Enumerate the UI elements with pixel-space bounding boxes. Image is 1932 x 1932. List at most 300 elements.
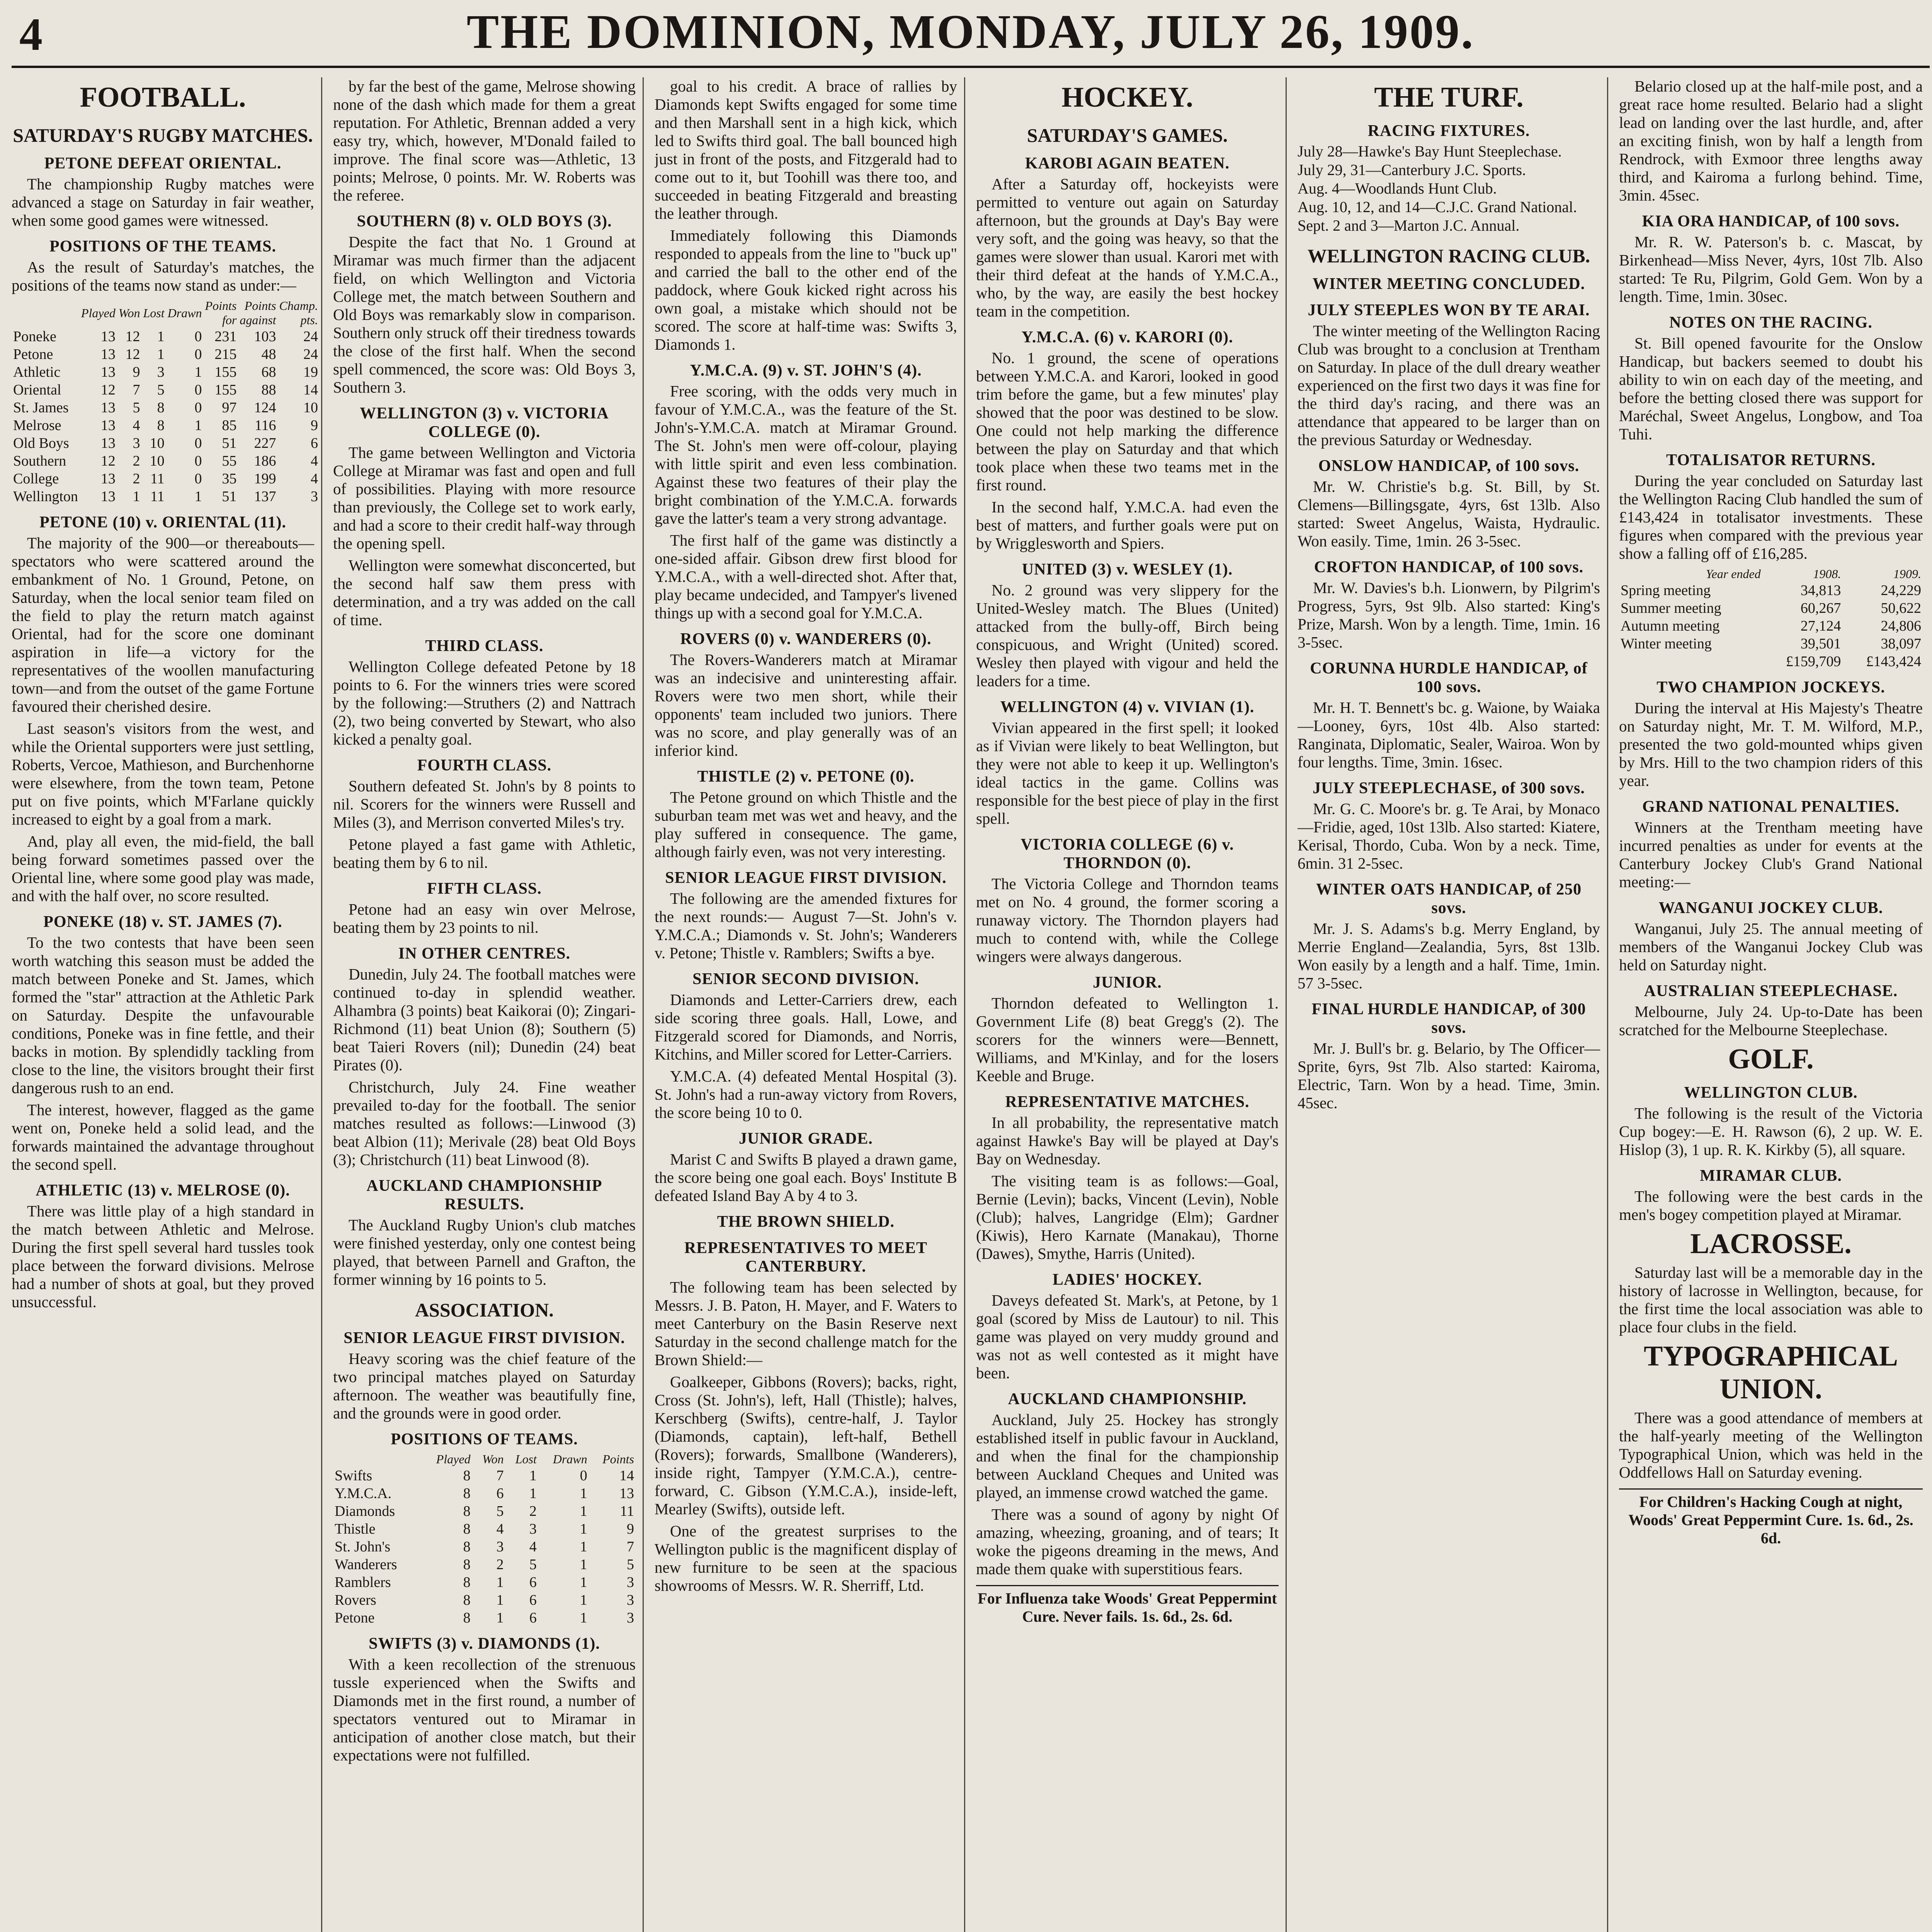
paragraph: Mr. R. W. Paterson's b. c. Mascat, by Birkenhead—Miss Never, 4yrs, 10st 7lb. Also started: Te Ru, Pilgrim, Gold Gem. Won by a length. Time, 1min. 30sec. <box>1619 233 1923 305</box>
table-cell <box>1619 653 1762 670</box>
paragraph: In the second half, Y.M.C.A. had even the best of matters, and further goals were put on by Wrigglesworth and Spiers. <box>976 498 1279 552</box>
paragraph: Last season's visitors from the west, and while the Oriental supporters were just settling, Roberts, Vercoe, Mathieson, and Burchenhorne were elsewhere, from the town team, Petone put on five points, which M'Farlane quickly increased to eight by a goal from a mark. <box>12 719 314 828</box>
table-row <box>333 1538 636 1556</box>
table-cell: 6 <box>529 1574 537 1590</box>
table-row <box>333 1485 636 1502</box>
table-cell: 10 <box>150 453 165 469</box>
paragraph: The first half of the game was distinctly a one-sided affair. Gibson drew first blood for Y.M.C.A., with a well-directed shot. After that, play became undecided, and Tampyer's livened things up with a second goal for Y.M.C.A. <box>655 531 957 622</box>
subheading: WELLINGTON CLUB. <box>1684 1084 1858 1102</box>
column-header: Played <box>81 306 116 320</box>
table-cell: 1 <box>157 328 165 345</box>
subheading: SENIOR SECOND DIVISION. <box>692 970 919 988</box>
table-row <box>12 434 320 452</box>
table-cell: 3 <box>627 1610 634 1626</box>
table-cell: 5 <box>529 1556 537 1573</box>
paragraph: Free scoring, with the odds very much in favour of Y.M.C.A., was the feature of the St. John's-Y.M.C.A. match at Miramar Ground. The St. John's men were off-colour, playing with little spirit and even less combination. Against these two features of their play the bright combination of the Y.M.C.A. forwards gave the latter's team a very strong advantage. <box>655 382 957 527</box>
table-row <box>333 1520 636 1538</box>
table-cell: College <box>13 471 59 487</box>
table-row <box>333 1573 636 1591</box>
subheading: JUNIOR GRADE. <box>739 1130 873 1148</box>
table-header-row <box>1619 566 1923 582</box>
paragraph: The Petone ground on which Thistle and the suburban team met was wet and heavy, and the play suffered in consequence. The game, although fairly even, was not very interesting. <box>655 788 957 861</box>
paragraph: After a Saturday off, hockeyists were permitted to venture out again on Saturday afternoon, but the grounds at Day's Bay were very soft, and the going was heavy, so that the games were slower than usual. Karori met with their third defeat at the hands of Y.M.C.A., who, by the way, are easily the best hockey team in the competition. <box>976 175 1279 320</box>
table-cell: 0 <box>194 346 202 362</box>
paragraph: There was a good attendance of members at the half-yearly meeting of the Wellington Typographical Union, which was held in the Oddfellows Hall on Saturday evening. <box>1619 1409 1923 1481</box>
table-cell: 8 <box>463 1610 471 1626</box>
table-cell: 8 <box>463 1503 471 1519</box>
paragraph: During the interval at His Majesty's Theatre on Saturday night, Mr. T. M. Wilford, M.P., presented the two gold-mounted whips given by Mrs. Hill to the two champion riders of this year. <box>1619 699 1923 789</box>
assoc-table <box>333 1452 636 1627</box>
paragraph: Y.M.C.A. (4) defeated Mental Hospital (3). St. John's had a run-away victory from Rovers, the score being 10 to 0. <box>655 1067 957 1121</box>
table-cell: 2 <box>496 1556 504 1573</box>
table-cell: Old Boys <box>13 435 69 451</box>
table-cell: 5 <box>133 400 140 416</box>
table-cell: 4 <box>529 1539 537 1555</box>
table-cell: Y.M.C.A. <box>335 1485 392 1502</box>
column-2 <box>333 77 644 1932</box>
article-heading: SATURDAY'S GAMES. <box>1027 124 1228 146</box>
paragraph: Despite the fact that No. 1 Ground at Miramar was much firmer than the adjacent field, on which Wellington and Victoria College met, the match between Southern and Old Boys was remarkably slow in comparison. Southern only struck off their tiredness towards the close of the first half. When the second spell commenced, the score was: Old Boys 3, Southern 3. <box>333 233 636 396</box>
table-cell: 4 <box>133 417 140 434</box>
table-cell: 19 <box>303 364 318 380</box>
subheading: ONSLOW HANDICAP, of 100 sovs. <box>1318 457 1580 475</box>
paragraph: Daveys defeated St. Mark's, at Petone, by 1 goal (scored by Miss de Lautour) to nil. This game was played on very muddy ground and was not as well contested as it might have been. <box>976 1291 1279 1382</box>
paragraph: Mr. H. T. Bennett's bc. g. Waione, by Waiaka—Looney, 6yrs, 10st 4lb. Also started: Ranginata, Diplomatic, Sealer, Wairoa. Won by four lengths. Time, 3min. 16sec. <box>1298 699 1600 771</box>
table-cell: 13 <box>619 1485 634 1502</box>
table-cell: 7 <box>133 382 140 398</box>
subheading: SWIFTS (3) v. DIAMONDS (1). <box>369 1635 600 1653</box>
paragraph: Mr. J. Bull's br. g. Belario, by The Officer—Sprite, 6yrs, 9st 7lb. Also started: Kairoma, Electric, Tarn. Won by a head. Time, 3min. 45sec. <box>1298 1039 1600 1112</box>
subheading: TWO CHAMPION JOCKEYS. <box>1656 679 1885 696</box>
table-cell: 199 <box>254 471 276 487</box>
paragraph: St. Bill opened favourite for the Onslow Handicap, but backers seemed to doubt his ability to win on each day of the meeting, and before the betting closed there was support for Maréchal, Sweet Angelus, Longbow, and Toa Tuhi. <box>1619 334 1923 443</box>
table-cell: Petone <box>335 1610 375 1626</box>
table-cell: 10 <box>150 435 165 451</box>
paragraph: The winter meeting of the Wellington Racing Club was brought to a conclusion at Trentham on Saturday. In place of the dull dreary weather experienced on the first two days it was fine for the third day's racing, and there was an attendance that appeared to be larger than on the previous Saturday or Wednesday. <box>1298 322 1600 449</box>
advertisement: For Influenza take Woods' Great Peppermint Cure. Never fails. 1s. 6d., 2s. 6d. <box>976 1585 1279 1626</box>
table-cell: 13 <box>100 400 116 416</box>
paragraph: The following are the amended fixtures for the next rounds:— August 7—St. John's v. Y.M.C.A.; Diamonds v. St. John's; Wanderers v. Petone; Thistle v. Ramblers; Swifts a bye. <box>655 889 957 962</box>
table-cell: 1 <box>580 1556 587 1573</box>
column-header: Won <box>118 306 140 320</box>
table-cell: 8 <box>463 1539 471 1555</box>
subheading: JULY STEEPLES WON BY TE ARAI. <box>1308 301 1590 319</box>
table-row <box>1619 599 1923 617</box>
column-6 <box>1619 77 1930 1932</box>
paragraph: Auckland, July 25. Hockey has strongly established itself in public favour in Auckland, and when the final for the championship between Auckland Cheques and United was played, an immense crowd watched the game. <box>976 1411 1279 1501</box>
paragraph: Mr. W. Davies's b.h. Lionwern, by Pilgrim's Progress, 5yrs, 9st 9lb. Also started: King's Prize, Marsh. Won by a length. Time, 1min. 16 3-5sec. <box>1298 579 1600 651</box>
subheading: FIFTH CLASS. <box>427 880 542 898</box>
subheading: THISTLE (2) v. PETONE (0). <box>697 768 915 786</box>
table-cell: 8 <box>463 1574 471 1590</box>
table-cell: 186 <box>254 453 276 469</box>
table-row <box>12 452 320 470</box>
table-cell: 14 <box>619 1468 634 1484</box>
paragraph: Wellington were somewhat disconcerted, but the second half saw them press with determination, and a try was added on the call of time. <box>333 556 636 629</box>
fixture-line: Aug. 4—Woodlands Hunt Club. <box>1298 180 1497 197</box>
table-cell: 11 <box>150 488 165 505</box>
table-cell: 5 <box>496 1503 504 1519</box>
paragraph: Southern defeated St. John's by 8 points to nil. Scorers for the winners were Russell and Miles (3), and Merrison converted Miles's try. <box>333 777 636 831</box>
table-cell: 0 <box>194 400 202 416</box>
table-cell: 4 <box>311 471 318 487</box>
column-4 <box>976 77 1287 1932</box>
table-row <box>12 381 320 399</box>
table-cell: 6 <box>529 1610 537 1626</box>
subheading: SOUTHERN (8) v. OLD BOYS (3). <box>357 213 612 230</box>
paragraph: During the year concluded on Saturday last the Wellington Racing Club handled the sum of £143,424 in totalisator investments. These figures when compared with the previous year show a falling off of £16,285. <box>1619 472 1923 562</box>
table-cell: Poneke <box>13 328 56 345</box>
table-cell: 50,622 <box>1881 600 1921 616</box>
subheading: AUCKLAND CHAMPIONSHIP. <box>1008 1390 1247 1408</box>
paragraph: Marist C and Swifts B played a drawn game, the score being one goal each. Boys' Institute B defeated Island Bay A by 4 to 3. <box>655 1150 957 1204</box>
subheading: Y.M.C.A. (6) v. KARORI (0). <box>1021 328 1233 346</box>
subheading: JUNIOR. <box>1093 974 1162 992</box>
table-cell: 11 <box>620 1503 634 1519</box>
paragraph: Thorndon defeated to Wellington 1. Government Life (8) beat Gregg's (2). The scorers for the winners were—Bennett, Williams, and M'Kinlay, and for the losers Keeble and Bruge. <box>976 994 1279 1085</box>
table-cell: Athletic <box>13 364 61 380</box>
table-row <box>12 399 320 417</box>
table-cell: 1 <box>496 1592 504 1608</box>
table-cell: 1 <box>580 1610 587 1626</box>
table-cell: 8 <box>463 1468 471 1484</box>
subheading: POSITIONS OF THE TEAMS. <box>49 238 277 255</box>
paragraph: The visiting team is as follows:—Goal, Bernie (Levin); backs, Vincent (Levin), Noble (Club); halves, Langridge (Elm); Gardner (Kiwis), Hero Karnate (Manakau), Thorne (Dawes), Smythe, Harris (United). <box>976 1172 1279 1262</box>
table-cell: Petone <box>13 346 53 362</box>
table-cell: 0 <box>580 1468 587 1484</box>
fixture-line: July 28—Hawke's Bay Hunt Steeplechase. <box>1298 143 1562 160</box>
paragraph: The game between Wellington and Victoria College at Miramar was fast and open and full of possibilities. Playing with more resource than previously, the College set to work early, and had a score to their credit half-way through the opening spell. <box>333 444 636 552</box>
table-cell: 1 <box>580 1592 587 1608</box>
fixture-line: Aug. 10, 12, and 14—C.J.C. Grand National. <box>1298 198 1577 216</box>
table-cell: 4 <box>496 1521 504 1537</box>
table-cell: 2 <box>133 453 140 469</box>
paragraph: Heavy scoring was the chief feature of the two principal matches played on Saturday afternoon. The weather was beautifully fine, and the grounds were in good order. <box>333 1350 636 1422</box>
table-cell: Winter meeting <box>1621 636 1712 652</box>
paragraph: To the two contests that have been seen worth watching this season must be added the match between Poneke and St. James, which formed the "star" attraction at the Athletic Park on Saturday. Despite the unfavourable conditions, Poneke was in fine fettle, and their backs in motion. By splendidly tackling from close to the line, the visitors brought their first dangerous rush to an end. <box>12 934 314 1097</box>
table-row <box>12 417 320 434</box>
section-heading: GOLF. <box>1728 1043 1814 1075</box>
paragraph: Petone had an easy win over Melrose, beating them by 23 points to nil. <box>333 900 636 936</box>
table-cell: 8 <box>157 417 165 434</box>
table-cell: 3 <box>627 1574 634 1590</box>
table-cell: 24 <box>303 346 318 362</box>
table-cell: 6 <box>311 435 318 451</box>
table-cell: 8 <box>463 1485 471 1502</box>
table-cell: 85 <box>222 417 237 434</box>
column-header: Champ. pts. <box>279 299 318 327</box>
subheading: Y.M.C.A. (9) v. ST. JOHN'S (4). <box>690 362 922 379</box>
table-cell: 12 <box>125 346 140 362</box>
table-row <box>1619 617 1923 635</box>
newspaper-columns <box>12 77 1930 1932</box>
section-heading: FOOTBALL. <box>80 82 246 113</box>
subheading: FOURTH CLASS. <box>417 757 552 774</box>
column-header: Points <box>602 1452 634 1466</box>
table-cell: 35 <box>222 471 237 487</box>
table-cell: 24 <box>303 328 318 345</box>
advertisement: For Children's Hacking Cough at night, Woods' Great Peppermint Cure. 1s. 6d., 2s. 6d. <box>1619 1488 1923 1547</box>
section-heading: TYPOGRAPHICAL UNION. <box>1644 1340 1898 1405</box>
paragraph: Petone played a fast game with Athletic, beating them by 6 to nil. <box>333 835 636 871</box>
paragraph: Saturday last will be a memorable day in the history of lacrosse in Wellington, because, for the first time the local association was able to place four clubs in the field. <box>1619 1264 1923 1336</box>
table-cell: 1 <box>194 488 202 505</box>
paragraph: Winners at the Trentham meeting have incurred penalties as under for events at the Canterbury Jockey Club's Grand National meeting:— <box>1619 818 1923 891</box>
paragraph: The championship Rugby matches were advanced a stage on Saturday in fair weather, when some good games were witnessed. <box>12 175 314 229</box>
paragraph: No. 2 ground was very slippery for the United-Wesley match. The Blues (United) attacked from the bully-off, Birch being conspicuous, and Wright (United) scored. Wesley then played with vigour and held the leaders for a time. <box>976 581 1279 690</box>
table-cell: Southern <box>13 453 66 469</box>
table-cell: Spring meeting <box>1621 582 1711 599</box>
paragraph: The following team has been selected by Messrs. J. B. Paton, H. Mayer, and F. Waters to meet Canterbury on the Basin Reserve next Saturday in the second challenge match for the Brown Shield:— <box>655 1278 957 1369</box>
table-row <box>333 1556 636 1573</box>
section-heading: LACROSSE. <box>1690 1228 1852 1260</box>
table-cell: 60,267 <box>1800 600 1841 616</box>
column-header: Drawn <box>167 306 202 320</box>
article-heading: WELLINGTON RACING CLUB. <box>1307 245 1590 267</box>
table-cell: £159,709 <box>1786 653 1841 670</box>
table-cell: 5 <box>157 382 165 398</box>
table-cell: 48 <box>261 346 276 362</box>
table-cell: 137 <box>254 488 276 505</box>
table-cell: £143,424 <box>1866 653 1921 670</box>
table-cell: 1 <box>194 364 202 380</box>
table-cell: 55 <box>222 453 237 469</box>
table-cell: 13 <box>100 435 116 451</box>
table-cell: 1 <box>194 417 202 434</box>
table-cell: 38,097 <box>1881 636 1921 652</box>
table-cell: 1 <box>529 1485 537 1502</box>
table-row <box>1619 653 1923 670</box>
column-header: Points for <box>205 299 237 327</box>
paragraph: And, play all even, the mid-field, the ball being forward sometimes passed over the Oriental line, where some good play was made, and with the half over, no score resulted. <box>12 832 314 905</box>
table-cell: 3 <box>133 435 140 451</box>
table-cell: Thistle <box>335 1521 376 1537</box>
table-cell: 8 <box>157 400 165 416</box>
column-5 <box>1298 77 1608 1932</box>
section-heading: HOCKEY. <box>1061 82 1193 113</box>
table-cell: St. James <box>13 400 69 416</box>
table-cell: 1 <box>580 1503 587 1519</box>
table-cell: 13 <box>100 417 116 434</box>
subheading: POSITIONS OF TEAMS. <box>391 1430 578 1448</box>
subheading: WINTER MEETING CONCLUDED. <box>1312 275 1585 293</box>
table-cell: 11 <box>150 471 165 487</box>
table-cell: 0 <box>194 435 202 451</box>
table-row <box>12 363 320 381</box>
table-cell: 13 <box>100 346 116 362</box>
column-header: Year ended <box>1706 567 1761 581</box>
table-cell: 7 <box>496 1468 504 1484</box>
paragraph: There was a sound of agony by night Of amazing, wheezing, groaning, and of tears; It woke the pigeons dreaming in the mews, And made them quake with superstitious fears. <box>976 1505 1279 1578</box>
table-cell: 9 <box>133 364 140 380</box>
table-cell: 39,501 <box>1800 636 1841 652</box>
table-cell: 13 <box>100 364 116 380</box>
subheading: PONEKE (18) v. ST. JAMES (7). <box>43 913 282 931</box>
column-header: Lost <box>515 1452 537 1466</box>
table-cell: 13 <box>100 328 116 345</box>
table-cell: Diamonds <box>335 1503 395 1519</box>
paragraph: Mr. J. S. Adams's b.g. Merry England, by Merrie England—Zealandia, 5yrs, 8st 13lb. Won easily by a length and a half. Time, 1min. 57 3-5sec. <box>1298 920 1600 992</box>
table-cell: Oriental <box>13 382 61 398</box>
table-cell: 13 <box>100 471 116 487</box>
table-row <box>333 1467 636 1485</box>
table-cell: 227 <box>254 435 276 451</box>
column-header: Played <box>436 1452 471 1466</box>
subheading: RACING FIXTURES. <box>1367 122 1530 140</box>
table-cell: 9 <box>627 1521 634 1537</box>
table-cell: 1 <box>529 1468 537 1484</box>
table-cell: 0 <box>194 328 202 345</box>
table-cell: Melrose <box>13 417 61 434</box>
table-cell: 3 <box>311 488 318 505</box>
paragraph: One of the greatest surprises to the Wellington public is the magnificent display of new furniture to be seen at the spacious showrooms of Messrs. W. R. Sherriff, Ltd. <box>655 1522 957 1594</box>
column-header: Won <box>482 1452 504 1466</box>
paragraph: Melbourne, July 24. Up-to-Date has been scratched for the Melbourne Steeplechase. <box>1619 1003 1923 1039</box>
paragraph: With a keen recollection of the strenuous tussle experienced when the Swifts and Diamonds met in the first round, a number of spectators ventured out to Miramar in anticipation of another close match, but their expectations were not fulfilled. <box>333 1655 636 1764</box>
table-cell: Autumn meeting <box>1621 618 1720 634</box>
subheading: PETONE (10) v. ORIENTAL (11). <box>39 514 286 531</box>
subheading: CORUNNA HURDLE HANDICAP, of 100 sovs. <box>1310 660 1588 696</box>
article-heading: ASSOCIATION. <box>415 1299 554 1321</box>
subheading: IN OTHER CENTRES. <box>398 945 571 963</box>
paragraph: Immediately following this Diamonds responded to appeals from the line to "buck up" and carried the ball to the other end of the paddock, where Gouk kicked right across his own goal, a mistake which should not be scored. The score at half-time was: Swifts 3, Diamonds 1. <box>655 226 957 353</box>
table-cell: 0 <box>194 382 202 398</box>
paragraph: Mr. G. C. Moore's br. g. Te Arai, by Monaco—Fridie, aged, 10st 13lb. Also started: Kiatere, Kerisal, Thordo, Cuba. Won by a neck. Time, 6min. 31 2-5sec. <box>1298 800 1600 872</box>
article-heading: SATURDAY'S RUGBY MATCHES. <box>13 124 313 146</box>
column-3 <box>655 77 965 1932</box>
table-cell: 8 <box>463 1592 471 1608</box>
paragraph: Vivian appeared in the first spell; it looked as if Vivian were likely to beat Wellington, but they were not able to keep it up. Wellington's ideal tactics in the game. Collins was responsible for the best piece of play in the first spell. <box>976 719 1279 827</box>
table-cell: 103 <box>254 328 276 345</box>
paragraph: The interest, however, flagged as the game went on, Poneke held a solid lead, and the forwards maintained the advantage throughout the second spell. <box>12 1101 314 1173</box>
column-header: Points against <box>240 299 276 327</box>
table-cell: 231 <box>214 328 237 345</box>
subheading: WINTER OATS HANDICAP, of 250 sovs. <box>1316 881 1582 917</box>
table-cell: 1 <box>496 1610 504 1626</box>
paragraph: goal to his credit. A brace of rallies by Diamonds kept Swifts engaged for some time and then Marshall sent in a high kick, which led to Swifts third goal. The ball bounced high just in front of the posts, and Fitzgerald had to come out to it, but Toohill was there too, and succeeded in beating Fitzgerald and breasting the leather through. <box>655 77 957 222</box>
subheading: REPRESENTATIVES TO MEET CANTERBURY. <box>684 1239 928 1276</box>
table-row <box>333 1609 636 1627</box>
table-cell: 27,124 <box>1800 618 1841 634</box>
paragraph: The majority of the 900—or thereabouts—spectators who were scattered around the embankment of No. 1 Ground, Petone, on Saturday, when the local senior team filed on the field to play the return match against Oriental, had for the score one dominant aspiration in life—a victory for the representatives of the woollen manufacturing town—and from the outset of the game Fortune favoured their cherished desire. <box>12 534 314 715</box>
table-cell: 2 <box>133 471 140 487</box>
subheading: KAROBI AGAIN BEATEN. <box>1025 155 1230 172</box>
table-cell: 4 <box>311 453 318 469</box>
table-cell: 124 <box>254 400 276 416</box>
table-cell: 6 <box>496 1485 504 1502</box>
subheading: FINAL HURDLE HANDICAP, of 300 sovs. <box>1311 1000 1586 1037</box>
table-cell: 12 <box>125 328 140 345</box>
table-cell: 6 <box>529 1592 537 1608</box>
table-cell: 1 <box>496 1574 504 1590</box>
paragraph: In all probability, the representative match against Hawke's Bay will be played at Day's Bay on Wednesday. <box>976 1114 1279 1168</box>
table-cell: 97 <box>222 400 237 416</box>
paragraph: The Rovers-Wanderers match at Miramar was an indecisive and uninteresting affair. Rovers were two men short, while their opponents' team included two juniors. There was no score, and play generally was of an inferior kind. <box>655 651 957 759</box>
table-cell: 9 <box>311 417 318 434</box>
table-cell: 1 <box>580 1539 587 1555</box>
table-cell: 2 <box>529 1503 537 1519</box>
subheading: AUCKLAND CHAMPIONSHIP RESULTS. <box>366 1177 602 1213</box>
table-cell: 155 <box>214 382 237 398</box>
column-header <box>12 298 80 328</box>
subheading: GRAND NATIONAL PENALTIES. <box>1642 798 1900 816</box>
table-cell: 12 <box>100 453 116 469</box>
column-header: Drawn <box>553 1452 587 1466</box>
paragraph: Christchurch, July 24. Fine weather prevailed to-day for the football. The senior matches resulted as follows:—Linwood (3) beat Albion (11); Merivale (28) beat Old Boys (3); Christchurch (11) beat Linwood (8). <box>333 1078 636 1168</box>
table-cell: Wanderers <box>335 1556 397 1573</box>
paragraph: As the result of Saturday's matches, the positions of the teams now stand as under:— <box>12 258 314 294</box>
table-row <box>1619 635 1923 653</box>
table-row <box>333 1591 636 1609</box>
subheading: ROVERS (0) v. WANDERERS (0). <box>680 630 932 648</box>
table-cell: 1 <box>157 346 165 362</box>
subheading: SENIOR LEAGUE FIRST DIVISION. <box>665 869 947 887</box>
paragraph: There was little play of a high standard in the match between Athletic and Melrose. During the first spell several hard tussles took place between the forward divisions. Melrose had a number of shots at goal, but they proved unsuccessful. <box>12 1202 314 1311</box>
table-cell: 3 <box>496 1539 504 1555</box>
subheading: JULY STEEPLECHASE, of 300 sovs. <box>1313 779 1585 797</box>
fixture-line: July 29, 31—Canterbury J.C. Sports. <box>1298 161 1526 179</box>
table-header-row <box>12 298 320 328</box>
paragraph: The following is the result of the Victoria Cup bogey:—E. H. Rawson (6), 2 up. W. E. Hislop (3), 1 up. R. K. Kirkby (5), all square. <box>1619 1104 1923 1158</box>
subheading: KIA ORA HANDICAP, of 100 sovs. <box>1642 213 1900 230</box>
table-cell: Summer meeting <box>1621 600 1721 616</box>
subheading: ATHLETIC (13) v. MELROSE (0). <box>36 1182 290 1199</box>
table-row <box>1619 582 1923 599</box>
column-header: Lost <box>143 306 165 320</box>
subheading: LADIES' HOCKEY. <box>1053 1271 1202 1289</box>
table-cell: 24,229 <box>1881 582 1921 599</box>
paragraph: The Victoria College and Thorndon teams met on No. 4 ground, the former scoring a runaway victory. The Thorndon players had much to contend with, while the College wingers were always dangerous. <box>976 875 1279 965</box>
table-cell: 1 <box>580 1485 587 1502</box>
subheading: AUSTRALIAN STEEPLECHASE. <box>1644 982 1898 1000</box>
table-cell: 1 <box>580 1574 587 1590</box>
subheading: NOTES ON THE RACING. <box>1669 314 1872 332</box>
column-header: 1909. <box>1893 567 1921 581</box>
column-header: 1908. <box>1813 567 1841 581</box>
table-cell: 14 <box>303 382 318 398</box>
paragraph: Belario closed up at the half-mile post, and a great race home resulted. Belario had a slight lead on landing over the last hurdle, and, after an exciting finish, won by half a length from Rendrock, with Exmoor three lengths away third, and Kairoma a furlong behind. Time, 3min. 45sec. <box>1619 77 1923 204</box>
subheading: WELLINGTON (4) v. VIVIAN (1). <box>1000 698 1255 716</box>
table-cell: 5 <box>627 1556 634 1573</box>
table-cell: 34,813 <box>1800 582 1841 599</box>
table-cell: 7 <box>627 1539 634 1555</box>
table-cell: 8 <box>463 1521 471 1537</box>
table-cell: 10 <box>303 400 318 416</box>
paragraph: No. 1 ground, the scene of operations between Y.M.C.A. and Karori, looked in good trim before the game, but a few minutes' play showed that the poor was destined to be slow. One could not help marking the difference between the play on Saturday and that which took place when these two teams met in the first round. <box>976 349 1279 494</box>
table-cell: Swifts <box>335 1468 372 1484</box>
table-cell: Rovers <box>335 1592 376 1608</box>
table-cell: Wellington <box>13 488 78 505</box>
table-cell: 116 <box>254 417 276 434</box>
table-cell: 3 <box>529 1521 537 1537</box>
paragraph: Wanganui, July 25. The annual meeting of members of the Wanganui Jockey Club was held on Saturday night. <box>1619 920 1923 974</box>
table-cell: 0 <box>194 453 202 469</box>
page-title: THE DOMINION, MONDAY, JULY 26, 1909. <box>466 5 1475 59</box>
table-cell: 3 <box>157 364 165 380</box>
subheading: WELLINGTON (3) v. VICTORIA COLLEGE (0). <box>360 405 609 441</box>
table-cell: 88 <box>261 382 276 398</box>
paragraph: The following were the best cards in the men's bogey competition played at Miramar. <box>1619 1187 1923 1223</box>
table-cell: 155 <box>214 364 237 380</box>
paragraph: Dunedin, July 24. The football matches were continued to-day in splendid weather. Alhambra (3 points) beat Kaikorai (0); Zingari-Richmond (11) beat Union (8); Southern (5) beat Taieri Rovers (nil); Dunedin (24) beat Pirates (0). <box>333 965 636 1074</box>
column-header <box>333 1452 422 1467</box>
paragraph: Wellington College defeated Petone by 18 points to 6. For the winners tries were scored by the following:—Struthers (2) and Nattrach (2), two being converted by Stewart, who also kicked a penalty goal. <box>333 658 636 748</box>
column-1 <box>12 77 322 1932</box>
table-cell: 12 <box>100 382 116 398</box>
subheading: PETONE DEFEAT ORIENTAL. <box>44 155 282 172</box>
subheading: SENIOR LEAGUE FIRST DIVISION. <box>344 1329 625 1347</box>
table-cell: 24,806 <box>1881 618 1921 634</box>
